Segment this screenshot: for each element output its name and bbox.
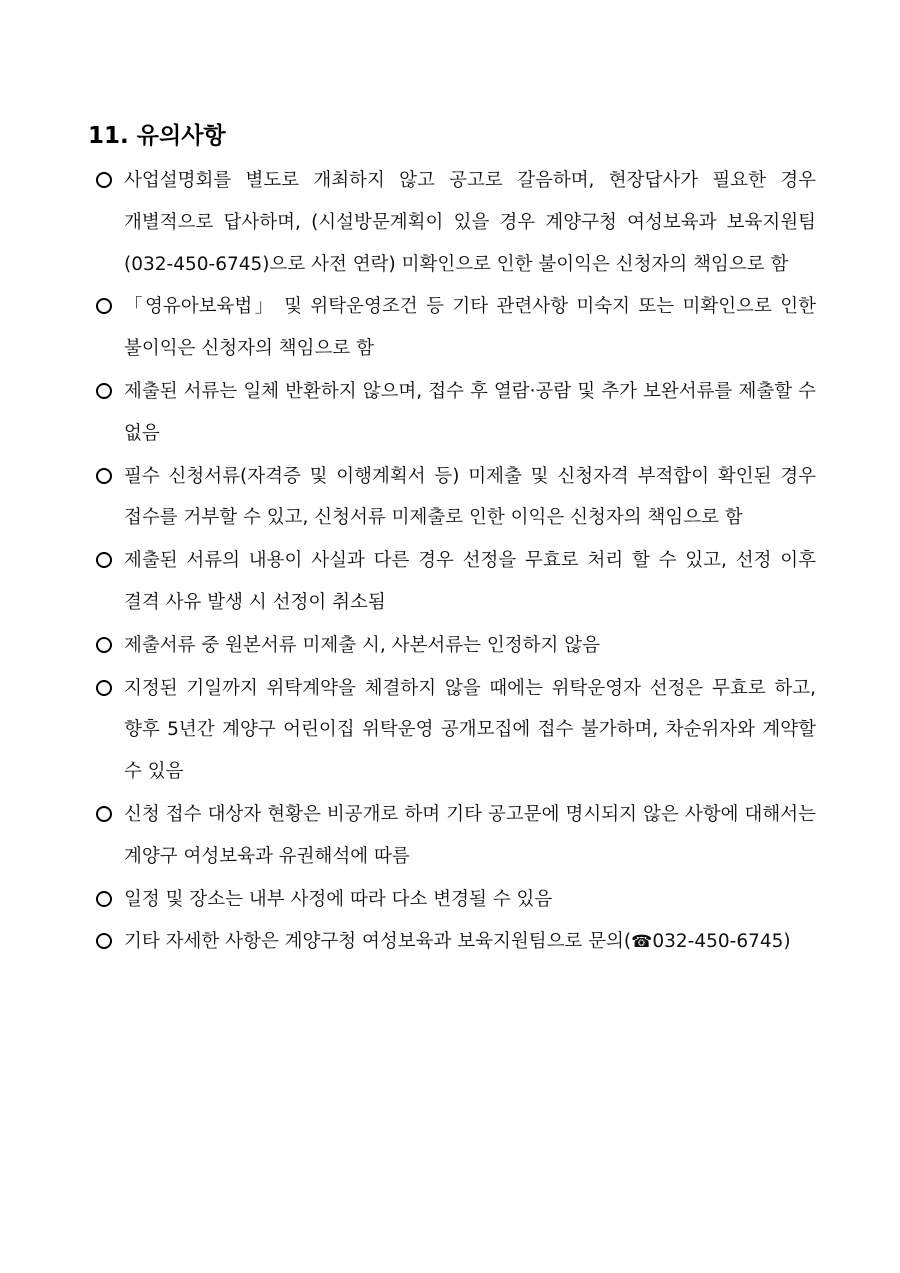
notice-item (96, 456, 816, 540)
circle-bullet-icon (96, 468, 112, 484)
notice-text: 필수 신청서류(자격증 및 이행계획서 등) 미제출 및 신청자격 부적합이 확인된 경우 접수를 거부할 수 있고, 신청서류 미제출로 인한 이익은 신청자의 책임으로 함 (124, 465, 816, 529)
circle-bullet-icon (96, 891, 112, 907)
notice-text: 「영유아보육법」 및 위탁운영조건 등 기타 관련사항 미숙지 또는 미확인으로 인한 불이익은 신청자의 책임으로 함 (124, 296, 816, 360)
notice-text: 사업설명회를 별도로 개최하지 않고 공고로 갈음하며, 현장답사가 필요한 경우 개별적으로 답사하며, (시설방문계획이 있을 경우 계양구청 여성보육과 보육지원팀 (032-450-6745)으로 사전 연락) 미확인으로 인한 불이익은 신청자의 책임으로 함 (124, 170, 816, 275)
circle-bullet-icon (96, 383, 112, 399)
notice-item (96, 540, 816, 624)
notice-text: 지정된 기일까지 위탁계약을 체결하지 않을 때에는 위탁운영자 선정은 무효로 하고, 향후 5년간 계양구 어린이집 위탁운영 공개모집에 접수 불가하며, 차순위자와 계약할 수 있음 (124, 677, 816, 783)
circle-bullet-icon (96, 933, 112, 949)
contact-phone-number: 032-450-6745) (652, 931, 791, 953)
notice-text: 신청 접수 대상자 현황은 비공개로 하며 기타 공고문에 명시되지 않은 사항에 대해서는 계양구 여성보육과 유권해석에 따름 (124, 803, 816, 867)
circle-bullet-icon (96, 172, 112, 188)
notice-item (96, 794, 816, 878)
phone-icon: ☎ (631, 932, 653, 953)
notice-text: 제출서류 중 원본서류 미제출 시, 사본서류는 인정하지 않음 (124, 634, 600, 656)
notice-list (96, 160, 816, 965)
notice-text: 제출된 서류의 내용이 사실과 다른 경우 선정을 무효로 처리 할 수 있고, 선정 이후 결격 사유 발생 시 선정이 취소됨 (124, 550, 816, 613)
notice-text: 일정 및 장소는 내부 사정에 따라 다소 변경될 수 있음 (124, 888, 553, 910)
section-heading (88, 116, 226, 156)
contact-notice-text (124, 921, 816, 964)
circle-bullet-icon (96, 806, 112, 822)
notice-item (96, 286, 816, 370)
contact-notice-item (96, 921, 816, 964)
notice-item (96, 668, 816, 793)
circle-bullet-icon (96, 637, 112, 653)
circle-bullet-icon (96, 298, 112, 314)
section-number: 11. (88, 123, 129, 149)
notice-item (96, 625, 816, 667)
circle-bullet-icon (96, 680, 112, 696)
circle-bullet-icon (96, 552, 112, 568)
section-title: 유의사항 (136, 123, 226, 149)
notice-text: 제출된 서류는 일체 반환하지 않으며, 접수 후 열람·공람 및 추가 보완서류를 제출할 수 없음 (124, 380, 816, 444)
notice-item (96, 879, 816, 921)
notice-item (96, 160, 816, 285)
notice-item (96, 371, 816, 455)
contact-text: 기타 자세한 사항은 계양구청 여성보육과 보육지원팀으로 문의( (124, 931, 632, 953)
